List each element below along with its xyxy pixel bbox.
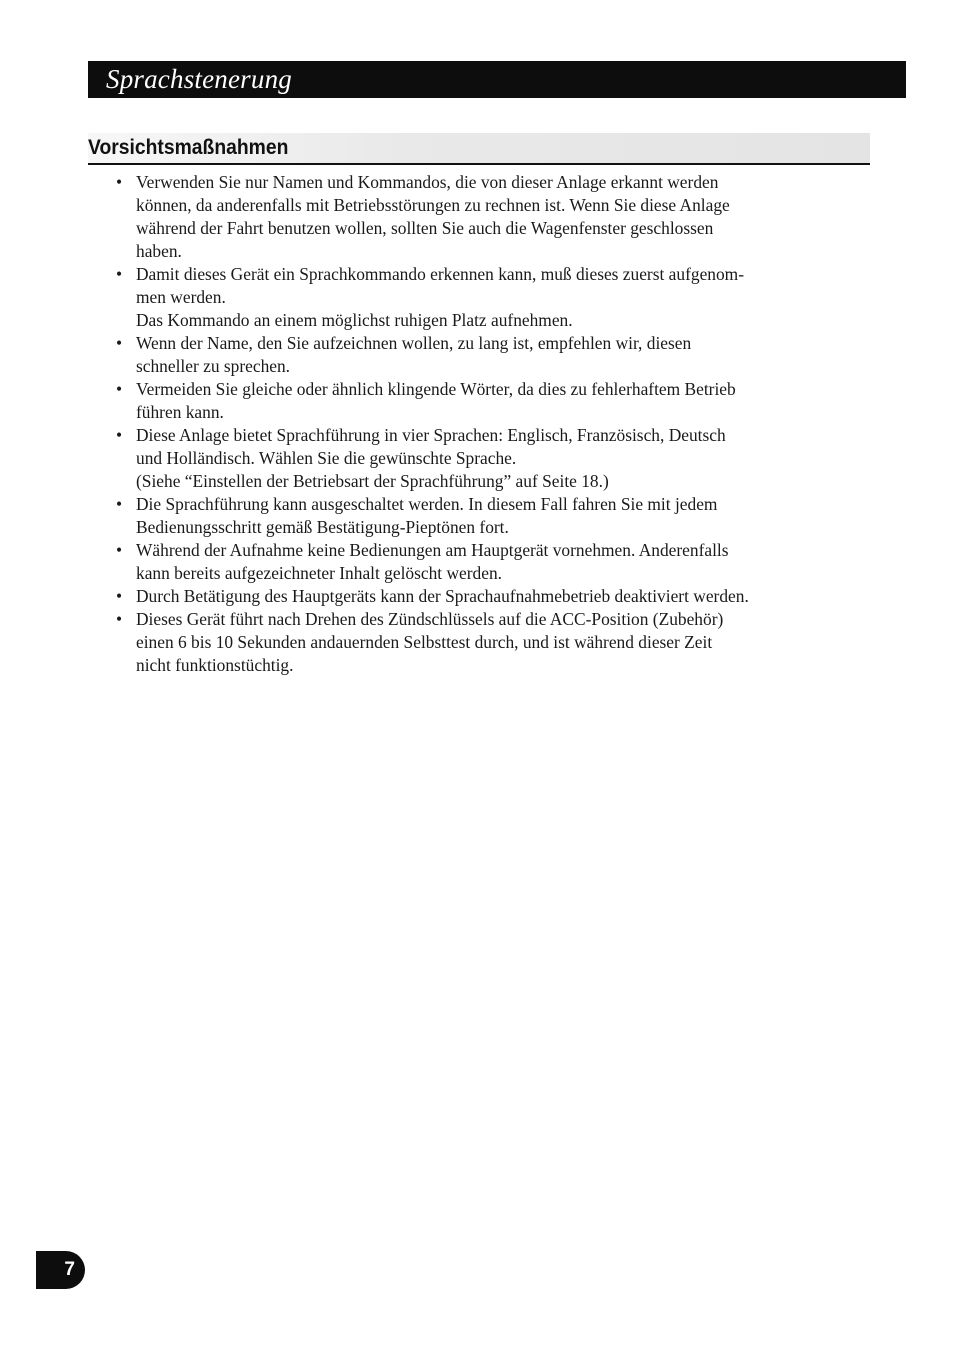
list-item-line: Während der Aufnahme keine Bedienungen am Hauptgerät vornehmen. Anderenfalls (136, 540, 729, 560)
bullet-icon: • (116, 333, 123, 353)
section-heading-bar (88, 133, 870, 165)
bullet-icon: • (116, 425, 123, 445)
list-item (116, 493, 846, 539)
list-item-line: führen kann. (136, 402, 224, 422)
list-item (116, 263, 846, 332)
list-item-line: Diese Anlage bietet Sprachführung in vier Sprachen: Englisch, Französisch, Deutsch (136, 425, 726, 445)
bullet-icon: • (116, 586, 123, 606)
bullet-icon: • (116, 379, 123, 399)
list-item (116, 332, 846, 378)
bullet-icon: • (116, 494, 123, 514)
list-item-line: Durch Betätigung des Hauptgeräts kann der Sprachaufnahmebetrieb deaktiviert werden. (136, 586, 749, 606)
list-item-line: einen 6 bis 10 Sekunden andauernden Selbsttest durch, und ist während dieser Zeit (136, 632, 713, 652)
list-item (116, 378, 846, 424)
chapter-title: Sprachstenerung (106, 64, 292, 94)
list-item-line: Die Sprachführung kann ausgeschaltet werden. In diesem Fall fahren Sie mit jedem (136, 494, 718, 514)
list-item-line: kann bereits aufgezeichneter Inhalt gelöscht werden. (136, 563, 503, 583)
precautions-list (116, 171, 846, 677)
list-item-line: Das Kommando an einem möglichst ruhigen Platz aufnehmen. (136, 310, 573, 330)
bullet-icon: • (116, 540, 123, 560)
list-item-line: schneller zu sprechen. (136, 356, 291, 376)
list-item-line: nicht funktionstüchtig. (136, 655, 294, 675)
list-item-line: Bedienungsschritt gemäß Bestätigung-Pieptönen fort. (136, 517, 509, 537)
bullet-icon: • (116, 172, 123, 192)
list-item (116, 424, 846, 493)
list-item-line: können, da anderenfalls mit Betriebsstörungen zu rechnen ist. Wenn Sie diese Anlage (136, 195, 730, 215)
list-item-line: (Siehe “Einstellen der Betriebsart der Sprachführung” auf Seite 18.) (136, 471, 609, 491)
list-item-line: und Holländisch. Wählen Sie die gewünschte Sprache. (136, 448, 517, 468)
list-item (116, 171, 846, 263)
list-item-line: Vermeiden Sie gleiche oder ähnlich klingende Wörter, da dies zu fehlerhaftem Betrieb (136, 379, 736, 399)
bullet-icon: • (116, 264, 123, 284)
list-item-line: Damit dieses Gerät ein Sprachkommando erkennen kann, muß dieses zuerst aufgenom- (136, 264, 745, 284)
list-item (116, 539, 846, 585)
page-number-tab (36, 1251, 85, 1289)
list-item-line: Wenn der Name, den Sie aufzeichnen wollen, zu lang ist, empfehlen wir, diesen (136, 333, 692, 353)
list-item-line: men werden. (136, 287, 226, 307)
bullet-icon: • (116, 609, 123, 629)
list-item-line: Verwenden Sie nur Namen und Kommandos, die von dieser Anlage erkannt werden (136, 172, 719, 192)
list-item-line: während der Fahrt benutzen wollen, sollten Sie auch die Wagenfenster geschlossen (136, 218, 714, 238)
chapter-title-bar (88, 61, 906, 98)
page-number: 7 (64, 1259, 75, 1280)
list-item-line: haben. (136, 241, 182, 261)
list-item (116, 608, 846, 677)
list-item (116, 585, 846, 608)
list-item-line: Dieses Gerät führt nach Drehen des Zündschlüssels auf die ACC-Position (Zubehör) (136, 609, 724, 629)
section-heading: Vorsichtsmaßnahmen (88, 136, 289, 159)
